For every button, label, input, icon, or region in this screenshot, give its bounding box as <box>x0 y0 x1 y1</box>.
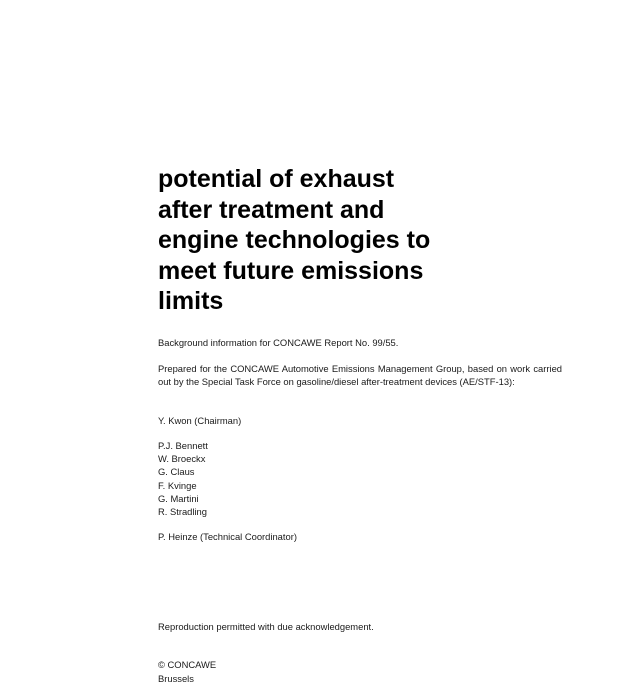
prepared-for-paragraph: Prepared for the CONCAWE Automotive Emissions Management Group, based on work carried out by the Special Task Force on gasoline/diesel after-treatment devices (AE/STF-13): <box>158 363 562 388</box>
document-title <box>158 164 488 317</box>
member-name: G. Claus <box>158 466 195 478</box>
member-name: R. Stradling <box>158 506 207 518</box>
title-line-5: limits <box>158 287 224 315</box>
title-line-4: meet future emissions <box>158 256 424 285</box>
member-list <box>158 439 562 518</box>
title-line-3: engine technologies to <box>158 226 431 254</box>
technical-coordinator: P. Heinze (Technical Coordinator) <box>158 531 297 542</box>
member-name: F. Kvinge <box>158 479 197 491</box>
background-info: Background information for CONCAWE Report No. 99/55. <box>158 337 399 348</box>
member-name: G. Martini <box>158 492 199 504</box>
reproduction-notice: Reproduction permitted with due acknowledgement. <box>158 621 374 632</box>
copyright-notice: © CONCAWE <box>158 659 217 670</box>
member-name: W. Broeckx <box>158 453 206 465</box>
member-name: P.J. Bennett <box>158 440 208 451</box>
cut-off-text-line: Brussels <box>158 673 194 684</box>
title-line-1: potential of exhaust <box>158 165 395 193</box>
chairman-name: Y. Kwon (Chairman) <box>158 415 242 426</box>
title-line-2: after treatment and <box>158 195 385 224</box>
